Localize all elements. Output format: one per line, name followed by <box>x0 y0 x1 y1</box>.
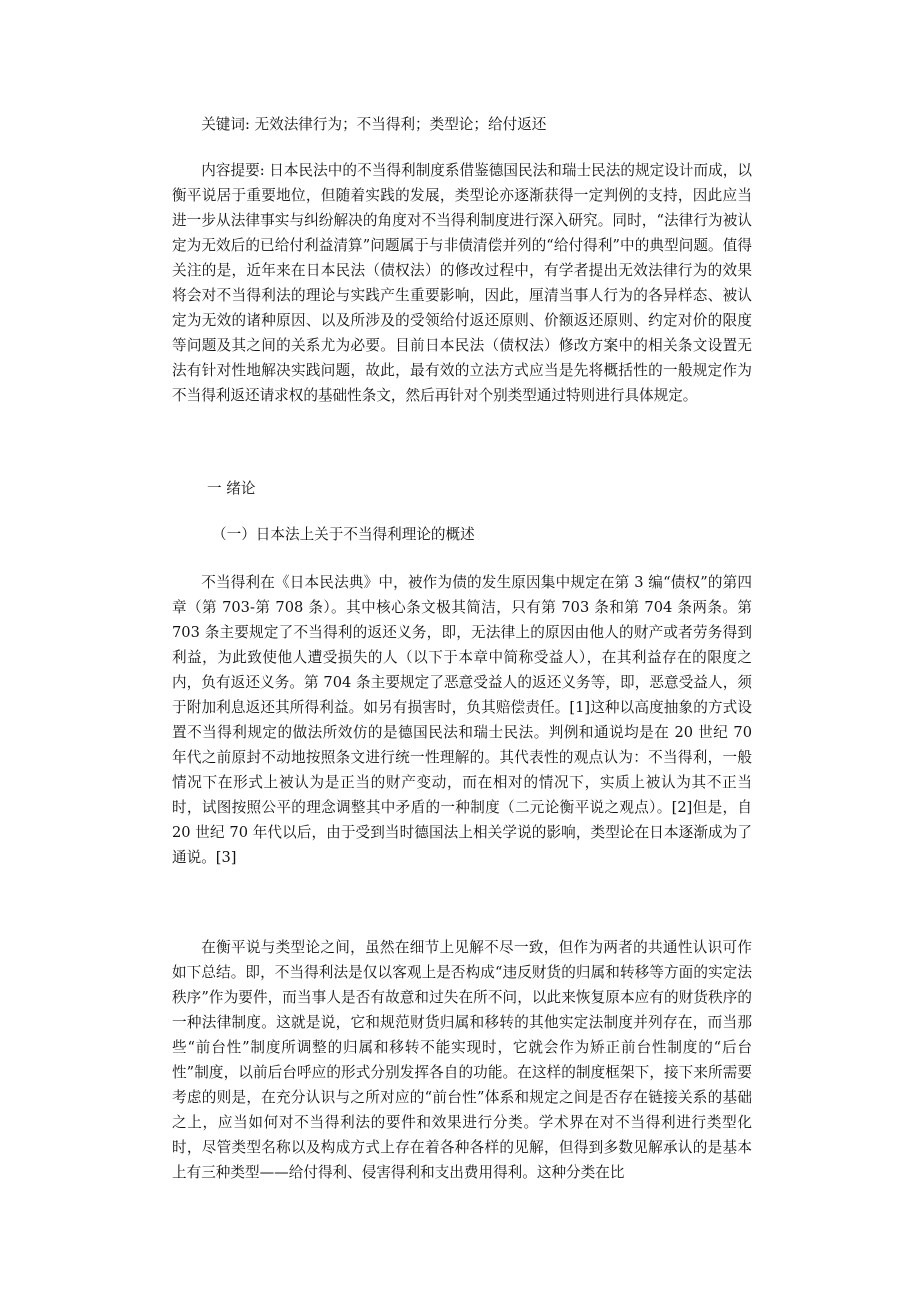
keywords-line: 关键词: 无效法律行为；不当得利；类型论；给付返还 <box>201 116 547 133</box>
body-paragraph-1: 不当得利在《日本民法典》中，被作为债的发生原因集中规定在第 3 编“债权”的第四章（第 703-第 708 条）。其中核心条文极其简洁，只有第 703 条和第 704 条两条。第 703 条主要规定了不当得利的返还义务，即，无法律上的原因由他人的财产或者劳务得到利益，为此致使他人遭受损失的人（以下于本章中简称受益人），在其利益存在的限度之内，负有返还义务。第 704 条主要规定了恶意受益人的返还义务等，即，恶意受益人，须于附加利息返还其所得利益。如另有损害时，负其赔偿责任。[1]这种以高度抽象的方式设置不当得利规定的做法所效仿的是德国民法和瑞士民法。判例和通说均是在 20 世纪 70 年代之前原封不动地按照条文进行统一性理解的。其代表性的观点认为：不当得利，一般情况下在形式上被认为是正当的财产变动，而在相对的情况下，实质上被认为其不正当时，试图按照公平的理念调整其中矛盾的一种制度（二元论衡平说之观点）。[2]但是，自 20 世纪 70 年代以后，由于受到当时德国法上相关学说的影响，类型论在日本逐渐成为了通说。[3] <box>172 574 752 866</box>
section-heading: 一 绪论 <box>207 480 256 497</box>
body-paragraph-2: 在衡平说与类型论之间，虽然在细节上见解不尽一致，但作为两者的共通性认识可作如下总结。即，不当得利法是仅以客观上是否构成“违反财货的归属和转移等方面的实定法秩序”作为要件，而当事人是否有故意和过失在所不问，以此来恢复原本应有的财货秩序的一种法律制度。这就是说，它和规范财货归属和移转的其他实定法制度并列存在，而当那些“前台性”制度所调整的归属和移转不能实现时，它就会作为矫正前台性制度的“后台性”制度，以前后台呼应的形式分别发挥各自的功能。在这样的制度框架下，接下来所需要考虑的则是，在充分认识与之所对应的“前台性”体系和规定之间是否存在链接关系的基础之上，应当如何对不当得利法的要件和效果进行分类。学术界在对不当得利进行类型化时，尽管类型名称以及构成方式上存在着各种各样的见解，但得到多数见解承认的是基本上有三种类型——给付得利、侵害得利和支出费用得利。这种分类在比 <box>172 939 752 1181</box>
subsection-heading: （一）日本法上关于不当得利理论的概述 <box>212 526 475 543</box>
abstract-paragraph: 内容提要: 日本民法中的不当得利制度系借鉴德国民法和瑞士民法的规定设计而成，以衡平说居于重要地位，但随着实践的发展，类型论亦逐渐获得一定判例的支持，因此应当进一步从法律事实与纠纷解决的角度对不当得利制度进行深入研究。同时，“法律行为被认定为无效后的已给付利益清算”问题属于与非债清偿并列的“给付得利”中的典型问题。值得关注的是，近年来在日本民法（债权法）的修改过程中，有学者提出无效法律行为的效果将会对不当得利法的理论与实践产生重要影响，因此，厘清当事人行为的各异样态、被认定为无效的诸种原因、以及所涉及的受领给付返还原则、价额返还原则、约定对价的限度等问题及其之间的关系尤为必要。目前日本民法（债权法）修改方案中的相关条文设置无法有针对性地解决实践问题，故此，最有效的立法方式应当是先将概括性的一般规定作为不当得利返还请求权的基础性条文，然后再针对个别类型通过特则进行具体规定。 <box>172 162 752 404</box>
